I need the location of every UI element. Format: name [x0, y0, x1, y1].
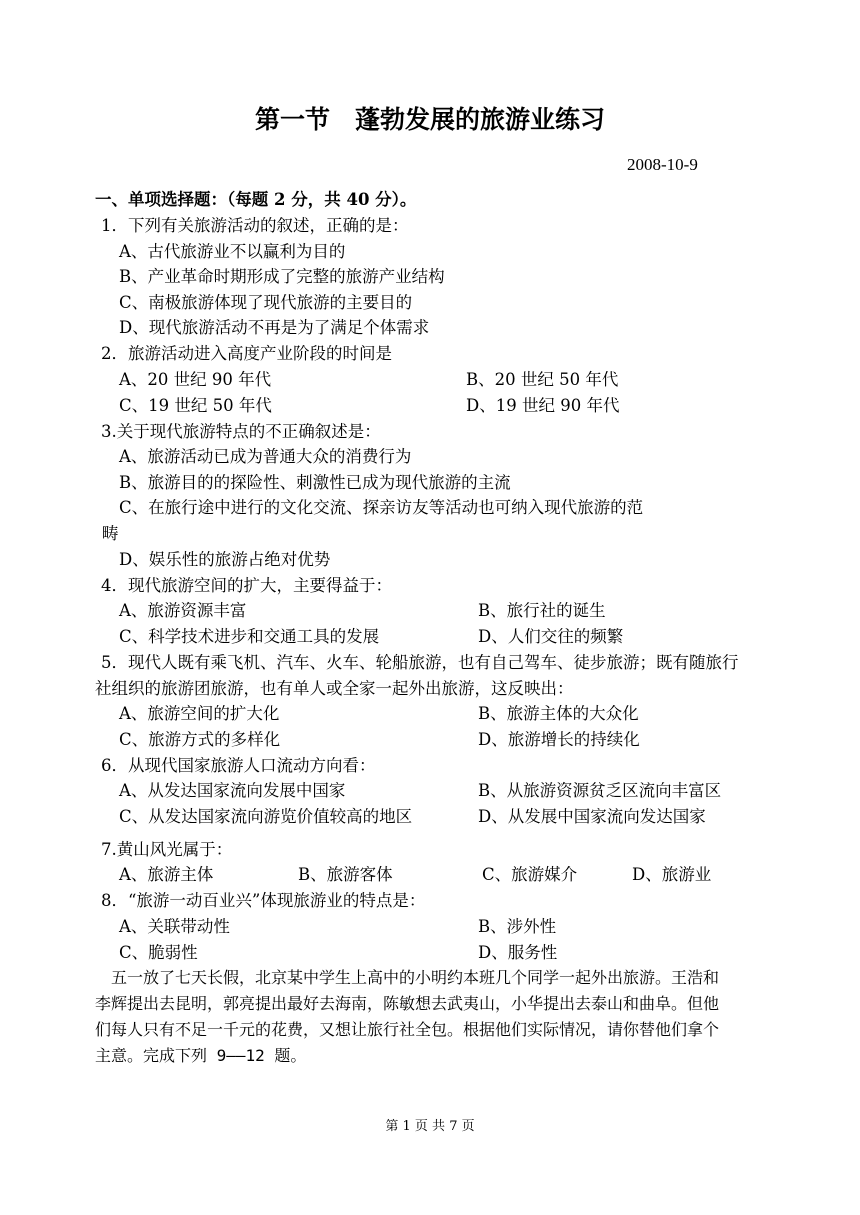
- question-7-option-a: A、旅游主体: [119, 865, 214, 884]
- page-title: 第一节 蓬勃发展的旅游业练习: [254, 105, 605, 134]
- question-8-option-a: A、关联带动性: [119, 917, 230, 936]
- section-heading: 一、单项选择题：（每题 2 分，共 40 分）。: [95, 190, 417, 209]
- document-date: 2008-10-9: [627, 155, 698, 174]
- question-3-option-d: D、娱乐性的旅游占绝对优势: [119, 550, 331, 569]
- question-5-option-b: B、旅游主体的大众化: [478, 704, 639, 723]
- question-2-option-d: D、19 世纪 90 年代: [466, 396, 620, 415]
- question-6-option-d: D、从发展中国家流向发达国家: [478, 807, 706, 826]
- question-1-stem: 1．下列有关旅游活动的叙述，正确的是：: [101, 216, 409, 235]
- question-1-option-a: A、古代旅游业不以赢利为目的: [119, 242, 346, 261]
- question-8-option-d: D、服务性: [478, 943, 558, 962]
- question-6-option-a: A、从发达国家流向发展中国家: [119, 781, 346, 800]
- question-2-option-c: C、19 世纪 50 年代: [119, 396, 272, 415]
- question-3-stem: 3.关于现代旅游特点的不正确叙述是：: [101, 422, 381, 441]
- question-2-stem: 2．旅游活动进入高度产业阶段的时间是: [101, 344, 392, 363]
- question-5-stem-line-1: 5．现代人既有乘飞机、汽车、火车、轮船旅游，也有自己驾车、徒步旅游；既有随旅行: [101, 653, 739, 672]
- page-number: 第 1 页 共 7 页: [385, 1119, 475, 1134]
- question-3-option-c: C、在旅行途中进行的文化交流、探亲访友等活动也可纳入现代旅游的范: [119, 498, 644, 517]
- question-6-option-c: C、从发达国家流向游览价值较高的地区: [119, 807, 413, 826]
- question-5-option-c: C、旅游方式的多样化: [119, 730, 281, 749]
- question-3-option-c-wrap: 畴: [102, 524, 119, 543]
- question-3-option-b: B、旅游目的的探险性、刺激性已成为现代旅游的主流: [119, 473, 511, 492]
- question-5-option-a: A、旅游空间的扩大化: [119, 704, 280, 723]
- question-5-option-d: D、旅游增长的持续化: [478, 730, 640, 749]
- question-2-option-a: A、20 世纪 90 年代: [119, 370, 272, 389]
- question-4-option-b: B、旅行社的诞生: [478, 601, 606, 620]
- question-6-stem: 6．从现代国家旅游人口流动方向看：: [101, 756, 376, 775]
- question-7-option-b: B、旅游客体: [298, 865, 393, 884]
- question-8-option-b: B、涉外性: [478, 917, 557, 936]
- passage-line-1: 五一放了七天长假，北京某中学生上高中的小明约本班几个同学一起外出旅游。王浩和: [95, 968, 720, 987]
- question-4-option-c: C、科学技术进步和交通工具的发展: [119, 627, 380, 646]
- question-1-option-c: C、南极旅游体现了现代旅游的主要目的: [119, 293, 413, 312]
- question-1-option-b: B、产业革命时期形成了完整的旅游产业结构: [119, 267, 445, 286]
- question-7-option-c: C、旅游媒介: [482, 865, 578, 884]
- passage-line-3: 们每人只有不足一千元的花费，又想让旅行社全包。根据他们实际情况，请你替他们拿个: [95, 1020, 720, 1039]
- question-3-option-a: A、旅游活动已成为普通大众的消费行为: [119, 447, 412, 466]
- question-7-option-d: D、旅游业: [632, 865, 712, 884]
- question-7-stem: 7.黄山风光属于：: [101, 840, 233, 859]
- passage-line-4: 主意。完成下列 9——12 题。: [95, 1046, 307, 1065]
- passage-line-2: 李辉提出去昆明，郭亮提出最好去海南，陈敏想去武夷山，小华提出去泰山和曲阜。但他: [95, 994, 720, 1013]
- question-5-stem-line-2: 社组织的旅游团旅游，也有单人或全家一起外出旅游，这反映出：: [95, 679, 574, 698]
- question-8-option-c: C、脆弱性: [119, 943, 198, 962]
- question-6-option-b: B、从旅游资源贫乏区流向丰富区: [478, 781, 722, 800]
- question-2-option-b: B、20 世纪 50 年代: [466, 370, 619, 389]
- question-4-stem: 4．现代旅游空间的扩大，主要得益于：: [101, 576, 392, 595]
- question-4-option-d: D、人们交往的频繁: [478, 627, 624, 646]
- question-1-option-d: D、现代旅游活动不再是为了满足个体需求: [119, 318, 430, 337]
- question-8-stem: 8．“旅游一动百业兴”体现旅游业的特点是：: [101, 891, 426, 910]
- question-4-option-a: A、旅游资源丰富: [119, 601, 247, 620]
